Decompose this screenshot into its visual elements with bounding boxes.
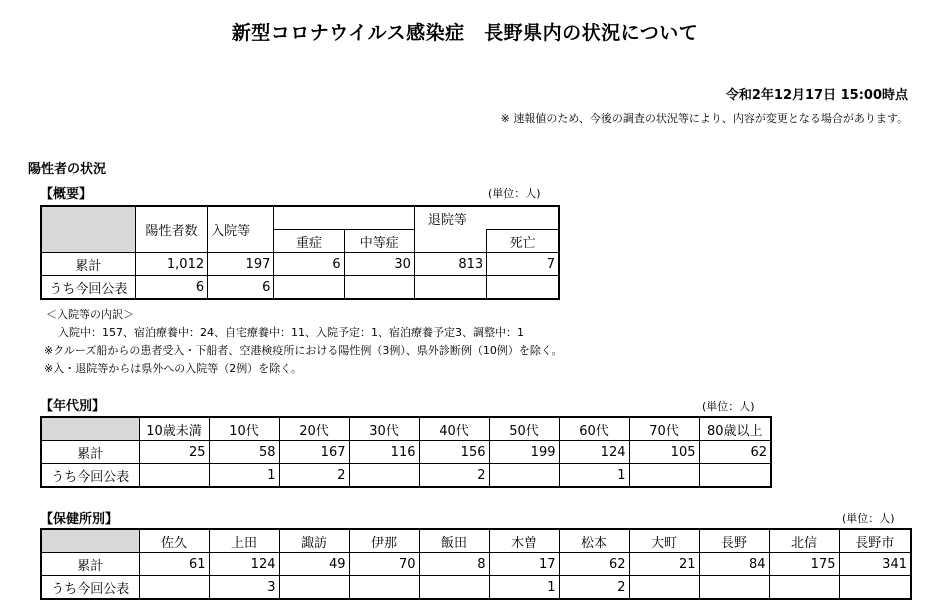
age-col-header: 60代 — [559, 417, 629, 441]
cell-discharged — [414, 276, 486, 300]
table-cell: 84 — [699, 553, 769, 576]
row-label: 累計 — [41, 553, 139, 576]
table-cell: 58 — [209, 441, 279, 464]
table-cell — [139, 464, 209, 488]
row-label: 累計 — [41, 441, 139, 464]
table-cell — [419, 576, 489, 600]
table-cell — [489, 464, 559, 488]
as-of-date: 令和2年12月17日 15:00時点 — [725, 88, 908, 103]
cell-hospitalized: 6 — [208, 276, 274, 300]
overview-table — [40, 205, 560, 300]
cell-discharged: 813 — [414, 253, 486, 276]
health-center-col-header: 長野市 — [839, 529, 911, 553]
table-cell: 49 — [279, 553, 349, 576]
table-cell: 2 — [559, 576, 629, 600]
table-cell — [139, 576, 209, 600]
health-center-col-header: 長野 — [699, 529, 769, 553]
table-row — [41, 464, 771, 488]
table-cell: 25 — [139, 441, 209, 464]
overview-unit: (単位：人) — [488, 187, 541, 200]
table-cell — [279, 576, 349, 600]
table-cell: 167 — [279, 441, 349, 464]
header-discharged — [414, 206, 559, 230]
cell-severe: 6 — [274, 253, 344, 276]
row-label: うち今回公表 — [41, 576, 139, 600]
health-center-heading: 【保健所別】 — [40, 512, 119, 527]
health-center-col-header: 伊那 — [349, 529, 419, 553]
health-center-unit: (単位：人) — [842, 512, 895, 525]
health-center-corner — [41, 529, 139, 553]
row-label: うち今回公表 — [41, 464, 139, 488]
table-cell: 105 — [629, 441, 699, 464]
header-deaths: 死亡 — [487, 230, 559, 253]
row-label: うち今回公表 — [41, 276, 135, 300]
table-cell — [629, 464, 699, 488]
overview-corner — [41, 206, 135, 253]
table-cell: 2 — [279, 464, 349, 488]
cell-deaths: 7 — [487, 253, 559, 276]
age-col-header: 40代 — [419, 417, 489, 441]
page-title: 新型コロナウイルス感染症 長野県内の状況について — [231, 22, 699, 44]
table-cell: 124 — [559, 441, 629, 464]
table-cell: 8 — [419, 553, 489, 576]
health-center-col-header: 北信 — [769, 529, 839, 553]
cell-moderate: 30 — [344, 253, 414, 276]
table-cell — [769, 576, 839, 600]
age-corner — [41, 417, 139, 441]
age-col-header: 10代 — [209, 417, 279, 441]
age-unit: (単位：人) — [702, 400, 755, 413]
table-cell: 70 — [349, 553, 419, 576]
table-row — [41, 253, 559, 276]
health-center-col-header: 上田 — [209, 529, 279, 553]
cell-moderate — [344, 276, 414, 300]
header-moderate: 中等症 — [344, 230, 414, 253]
cell-positive: 6 — [135, 276, 207, 300]
table-cell — [349, 576, 419, 600]
table-cell: 61 — [139, 553, 209, 576]
table-cell — [699, 464, 771, 488]
table-cell: 17 — [489, 553, 559, 576]
table-cell — [839, 576, 911, 600]
header-discharged-blank — [414, 230, 486, 253]
table-cell: 3 — [209, 576, 279, 600]
table-cell: 1 — [489, 576, 559, 600]
positive-section-heading: 陽性者の状況 — [28, 162, 107, 177]
health-center-col-header: 木曽 — [489, 529, 559, 553]
table-cell: 156 — [419, 441, 489, 464]
overview-heading: 【概要】 — [40, 187, 93, 202]
table-cell: 62 — [699, 441, 771, 464]
table-cell: 116 — [349, 441, 419, 464]
health-center-col-header: 佐久 — [139, 529, 209, 553]
overview-note-2: ※クルーズ船からの患者受入・下船者、空港検疫所における陽性例（3例）、県外診断例（10例）を除く。 — [44, 344, 563, 357]
overview-note-0: ＜入院等の内訳＞ — [46, 308, 134, 321]
table-cell: 175 — [769, 553, 839, 576]
health-center-col-header: 諏訪 — [279, 529, 349, 553]
header-hospitalized: 入院等 — [208, 206, 274, 253]
overview-note-3: ※入・退院等からは県外への入院等（2例）を除く。 — [44, 362, 302, 375]
row-label: 累計 — [41, 253, 135, 276]
table-cell: 1 — [559, 464, 629, 488]
table-cell: 2 — [419, 464, 489, 488]
table-cell: 199 — [489, 441, 559, 464]
health-center-col-header: 大町 — [629, 529, 699, 553]
health-center-table — [40, 528, 912, 600]
age-col-header: 30代 — [349, 417, 419, 441]
age-heading: 【年代別】 — [40, 399, 106, 414]
age-col-header: 50代 — [489, 417, 559, 441]
table-cell — [349, 464, 419, 488]
header-blank — [274, 206, 415, 230]
cell-positive: 1,012 — [135, 253, 207, 276]
table-row — [41, 441, 771, 464]
cell-severe — [274, 276, 344, 300]
table-row — [41, 276, 559, 300]
header-severe: 重症 — [274, 230, 344, 253]
overview-note-1: 入院中：157、宿泊療養中：24、自宅療養中：11、入院予定：1、宿泊療養予定3、調整中：1 — [58, 326, 524, 339]
table-cell: 1 — [209, 464, 279, 488]
cell-hospitalized: 197 — [208, 253, 274, 276]
table-cell — [629, 576, 699, 600]
age-col-header: 20代 — [279, 417, 349, 441]
age-col-header: 70代 — [629, 417, 699, 441]
preliminary-note: ※ 速報値のため、今後の調査の状況等により、内容が変更となる場合があります。 — [500, 112, 908, 125]
age-col-header: 10歳未満 — [139, 417, 209, 441]
table-cell: 21 — [629, 553, 699, 576]
age-col-header: 80歳以上 — [699, 417, 771, 441]
table-row — [41, 576, 911, 600]
table-cell: 62 — [559, 553, 629, 576]
health-center-col-header: 松本 — [559, 529, 629, 553]
table-row — [41, 553, 911, 576]
header-discharged-label: 退院等 — [427, 212, 467, 228]
age-table — [40, 416, 772, 488]
table-cell: 341 — [839, 553, 911, 576]
cell-deaths — [487, 276, 559, 300]
health-center-col-header: 飯田 — [419, 529, 489, 553]
table-cell: 124 — [209, 553, 279, 576]
table-cell — [699, 576, 769, 600]
header-positive: 陽性者数 — [135, 206, 207, 253]
